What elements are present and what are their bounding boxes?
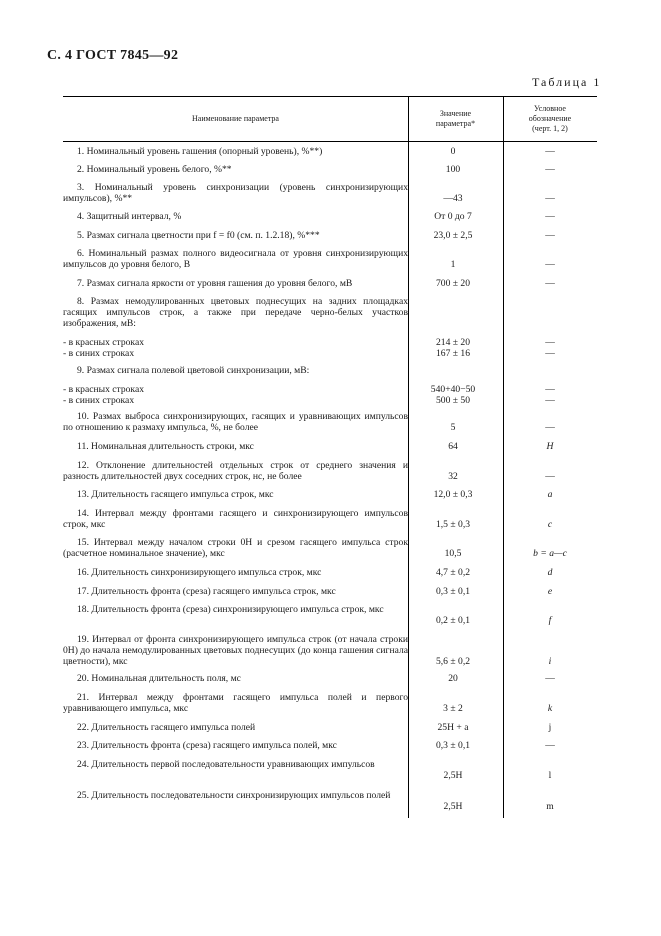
row-symbol: d — [547, 567, 553, 578]
row-value: 64 — [448, 441, 458, 452]
row-symbol: m — [546, 801, 554, 812]
row-symbol: — — [545, 337, 555, 348]
row-parameter: 6. Номинальный размах полного видеосигнала от уровня синхронизирующих импульсов до уровня белого, В — [63, 248, 408, 270]
row-subitem: - в красных строках — [63, 384, 145, 395]
row-symbol: — — [545, 395, 555, 406]
row-value: 3 ± 2 — [443, 703, 463, 714]
row-symbol: a — [547, 489, 553, 500]
row-value: 23,0 ± 2,5 — [433, 230, 473, 241]
row-parameter: 20. Номинальная длительность поля, мс — [77, 673, 241, 684]
row-value: —43 — [443, 193, 463, 204]
column-header-symbol: Условное обозначение (черт. 1, 2) — [528, 103, 572, 133]
row-parameter: 21. Интервал между фронтами гасящего импульса полей и первого уравнивающего импульса, мкс — [63, 692, 408, 714]
row-symbol: — — [545, 211, 555, 222]
row-value: 0,3 ± 0,1 — [435, 740, 471, 751]
row-symbol: b = a—c — [533, 548, 567, 559]
table-label: Таблица 1 — [532, 75, 602, 89]
row-value: 1,5 ± 0,3 — [435, 519, 471, 530]
row-parameter: 15. Интервал между началом строки 0H и срезом гасящего импульса строк (расчетное номинальное значение), мкс — [63, 537, 408, 559]
row-parameter: 25. Длительность последовательности синхронизирующих импульсов полей — [77, 790, 391, 801]
row-symbol: k — [547, 703, 553, 714]
row-parameter: 23. Длительность фронта (среза) гасящего импульса полей, мкс — [77, 740, 337, 751]
row-parameter: 18. Длительность фронта (среза) синхронизирующего импульса строк, мкс — [77, 604, 384, 615]
row-value: 32 — [448, 471, 458, 482]
row-value: 500 ± 50 — [435, 395, 471, 406]
row-symbol: — — [545, 348, 555, 359]
row-symbol: l — [548, 770, 552, 781]
row-value: 10,5 — [444, 548, 462, 559]
row-parameter: 13. Длительность гасящего импульса строк, мкс — [77, 489, 274, 500]
row-parameter: 17. Длительность фронта (среза) гасящего импульса строк, мкс — [77, 586, 336, 597]
row-value: 0,2 ± 0,1 — [435, 615, 471, 626]
row-value: 0 — [450, 146, 456, 157]
row-parameter: 2. Номинальный уровень белого, %** — [77, 164, 232, 175]
row-symbol: — — [545, 422, 555, 433]
row-symbol: — — [545, 259, 555, 270]
row-parameter: 14. Интервал между фронтами гасящего и синхронизирующего импульсов строк, мкс — [63, 508, 408, 530]
row-subitem: - в красных строках — [63, 337, 145, 348]
row-symbol: — — [545, 740, 555, 751]
row-value: От 0 до 7 — [434, 211, 472, 222]
row-symbol: — — [545, 278, 555, 289]
row-value: 2,5H — [443, 801, 463, 812]
row-parameter: 1. Номинальный уровень гашения (опорный уровень), %**) — [77, 146, 323, 157]
page-header: С. 4 ГОСТ 7845—92 — [47, 48, 179, 63]
row-value: 214 ± 20 — [435, 337, 471, 348]
row-parameter: 12. Отклонение длительностей отдельных строк от среднего значения и разность длительностей двух соседних строк, нс, не более — [63, 460, 408, 482]
row-symbol: j — [548, 722, 552, 733]
row-value: 540+40−50 — [430, 384, 476, 395]
row-parameter: 9. Размах сигнала полевой цветовой синхронизации, мВ: — [77, 365, 310, 376]
row-value: 100 — [445, 164, 461, 175]
row-value: 20 — [448, 673, 458, 684]
row-symbol: H — [546, 441, 554, 452]
row-parameter: 7. Размах сигнала яркости от уровня гашения до уровня белого, мВ — [77, 278, 353, 289]
row-symbol: — — [545, 384, 555, 395]
row-parameter: 11. Номинальная длительность строки, мкс — [77, 441, 254, 452]
column-header-name: Наименование параметра — [192, 113, 279, 123]
row-value: 5,6 ± 0,2 — [435, 656, 471, 667]
row-symbol: — — [545, 193, 555, 204]
row-symbol: i — [548, 656, 552, 667]
row-symbol: — — [545, 471, 555, 482]
row-symbol: — — [545, 673, 555, 684]
row-symbol: e — [547, 586, 553, 597]
row-value: 0,3 ± 0,1 — [435, 586, 471, 597]
row-symbol: — — [545, 146, 555, 157]
row-value: 1 — [450, 259, 456, 270]
row-symbol: f — [548, 615, 552, 626]
row-parameter: 3. Номинальный уровень синхронизации (уровень синхронизирующих импульсов), %** — [63, 182, 408, 204]
column-header-value: Значение параметра* — [435, 108, 476, 128]
row-value: 4,7 ± 0,2 — [435, 567, 471, 578]
row-value: 25H + a — [437, 722, 469, 733]
row-subitem: - в синих строках — [63, 348, 135, 359]
row-value: 700 ± 20 — [435, 278, 471, 289]
row-parameter: 10. Размах выброса синхронизирующих, гасящих и уравнивающих импульсов по отношению к размаху импульса, %, не более — [63, 411, 408, 433]
table-header-rule — [63, 141, 597, 142]
row-value: 5 — [450, 422, 456, 433]
row-symbol: c — [547, 519, 553, 530]
row-value: 12,0 ± 0,3 — [433, 489, 473, 500]
row-parameter: 22. Длительность гасящего импульса полей — [77, 722, 256, 733]
row-parameter: 24. Длительность первой последовательности уравнивающих импульсов — [77, 759, 375, 770]
row-symbol: — — [545, 164, 555, 175]
row-parameter: 4. Защитный интервал, % — [77, 211, 182, 222]
row-parameter: 19. Интервал от фронта синхронизирующего импульса строк (от начала строки 0H) до начала немодулированных цветовых поднесущих (до конца гашения сигнала цветности), мкс — [63, 634, 408, 667]
row-parameter: 8. Размах немодулированных цветовых поднесущих на задних площадках гасящих импульсов строк, а также при передаче черно-белых участков изображения, мВ: — [63, 296, 408, 329]
row-subitem: - в синих строках — [63, 395, 135, 406]
row-symbol: — — [545, 230, 555, 241]
row-value: 167 ± 16 — [435, 348, 471, 359]
row-parameter: 5. Размах сигнала цветности при f = f0 (см. п. 1.2.18), %*** — [77, 230, 320, 241]
row-parameter: 16. Длительность синхронизирующего импульса строк, мкс — [77, 567, 322, 578]
row-value: 2,5H — [443, 770, 463, 781]
